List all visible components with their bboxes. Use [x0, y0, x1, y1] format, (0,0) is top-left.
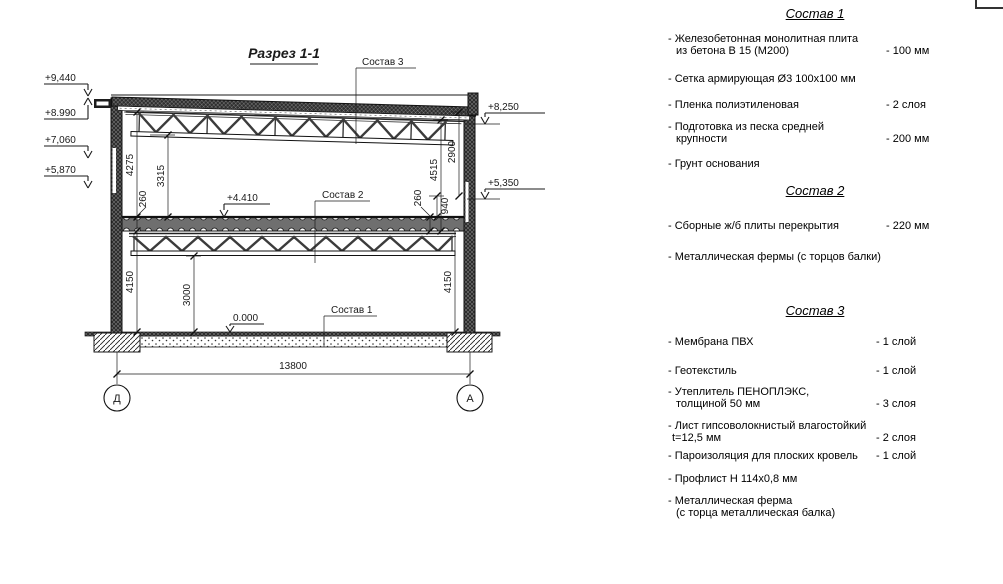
legend-item: [668, 420, 968, 444]
svg-text:+5,870: +5,870: [45, 165, 76, 176]
item-value: - 200 мм: [886, 133, 930, 145]
legend-heading-sostav-2: Состав 2: [785, 183, 845, 198]
elevation-mark-9440: [44, 73, 92, 96]
item-text: - Пленка полиэтиленовая: [668, 99, 799, 111]
axis-letter: Д: [113, 393, 121, 405]
axis-bubble-left: [104, 385, 130, 411]
ground-slab: [85, 332, 500, 352]
elevation-mark-7060: [44, 135, 92, 158]
dim-label: 260: [413, 189, 424, 207]
legend-item: [668, 251, 968, 263]
sheet-frame-corner: [975, 0, 1003, 9]
dim-label: 2900: [447, 140, 458, 164]
axis-letter: А: [466, 393, 474, 405]
dim-4150-right: [443, 231, 459, 336]
item-text: - Профлист Н 114х0,8 мм: [668, 473, 798, 485]
dim-label: 4150: [125, 270, 136, 294]
item-text: - Грунт основания: [668, 158, 760, 170]
dim-label: 3315: [156, 164, 167, 188]
svg-text:+8,250: +8,250: [488, 102, 519, 113]
svg-text:Состав 3: Состав 3: [362, 57, 404, 68]
item-text: - Мембрана ПВХ: [668, 336, 754, 348]
legend-item: [668, 73, 968, 85]
legend-item: [668, 33, 968, 57]
svg-text:+9,440: +9,440: [45, 73, 76, 84]
svg-text:+5,350: +5,350: [488, 178, 519, 189]
legend-item: [668, 99, 968, 111]
item-text: - Металлическая ферма: [668, 495, 793, 507]
roof-assembly: [111, 97, 476, 146]
legend-item: [668, 495, 968, 519]
item-text: - Лист гипсоволокнистый влагостойкий: [668, 420, 867, 432]
section-title: Разрез 1-1: [248, 45, 320, 61]
dim-label: 260: [138, 190, 149, 208]
svg-text:Состав 2: Состав 2: [322, 190, 364, 201]
elevation-mark-5350: [467, 178, 545, 199]
item-text: - Сборные ж/б плиты перекрытия: [668, 220, 839, 232]
elevation-mark-8990: [44, 98, 92, 119]
dim-label: 940: [440, 197, 451, 215]
item-text-line2: толщиной 50 мм: [676, 398, 761, 410]
legend-heading-sostav-3: Состав 3: [785, 303, 845, 318]
dim-label: 3000: [182, 283, 193, 307]
dim-label: 4515: [429, 158, 440, 182]
item-value: - 3 слоя: [876, 398, 917, 410]
legend-item: [668, 158, 968, 170]
elevation-mark-8250: [467, 102, 545, 124]
svg-text:Состав 1: Состав 1: [331, 305, 373, 316]
item-text: - Подготовка из песка средней: [668, 121, 824, 133]
svg-text:+8.990: +8.990: [45, 108, 76, 119]
item-value: - 1 слой: [876, 365, 917, 377]
dim-label: 4275: [125, 153, 136, 177]
item-text: - Металлическая фермы (с торцов балки): [668, 251, 881, 263]
composition-legend: [660, 0, 970, 584]
item-text: - Геотекстиль: [668, 365, 737, 377]
item-value: - 220 мм: [886, 220, 930, 232]
legend-item: [668, 220, 968, 232]
dim-label: 13800: [279, 361, 307, 372]
item-value: - 2 слоя: [886, 99, 927, 111]
dim-4150-left: [125, 231, 141, 336]
legend-item: [668, 336, 968, 348]
parapet-right: [468, 93, 478, 115]
elevation-mark-4410: [220, 193, 270, 217]
legend-heading-sostav-1: Состав 1: [785, 6, 845, 21]
item-text: - Утеплитель ПЕНОПЛЭКС,: [668, 386, 810, 398]
item-text-line2: t=12,5 мм: [672, 432, 722, 444]
svg-text:+7,060: +7,060: [45, 135, 76, 146]
item-value: - 1 слой: [876, 450, 917, 462]
item-text-line2: из бетона В 15 (М200): [676, 45, 789, 57]
item-value: - 100 мм: [886, 45, 930, 57]
floor-truss: [129, 234, 456, 256]
elevation-mark-0000: [226, 313, 264, 332]
svg-text:0.000: 0.000: [233, 313, 259, 324]
parapet-cap-left: [94, 99, 111, 108]
item-text-line2: крупности: [676, 133, 728, 145]
legend-item: [668, 473, 968, 485]
foundation-pad-right: [447, 333, 492, 352]
item-value: - 1 слой: [876, 336, 917, 348]
legend-item: [668, 450, 968, 462]
legend-item: [668, 386, 968, 410]
legend-item: [668, 365, 968, 377]
item-text: - Сетка армирующая Ø3 100х100 мм: [668, 73, 856, 85]
axis-bubble-right: [457, 385, 483, 411]
dim-13800: [114, 361, 474, 378]
dim-3000: [182, 253, 198, 336]
svg-text:+4.410: +4.410: [227, 193, 258, 204]
dim-3315: [156, 132, 172, 221]
item-value: - 2 слоя: [876, 432, 917, 444]
legend-item: [668, 121, 968, 145]
item-text: - Железобетонная монолитная плита: [668, 33, 859, 45]
dim-2900: [447, 109, 463, 200]
wall-left: [111, 98, 122, 333]
elevation-mark-5870: [44, 165, 92, 188]
dim-label: 4150: [443, 270, 454, 294]
foundation-pad-left: [94, 333, 140, 352]
item-text: - Пароизоляция для плоских кровель: [668, 450, 858, 462]
item-text-line2: (с торца металлическая балка): [676, 507, 836, 519]
floor-slab: [122, 217, 464, 231]
